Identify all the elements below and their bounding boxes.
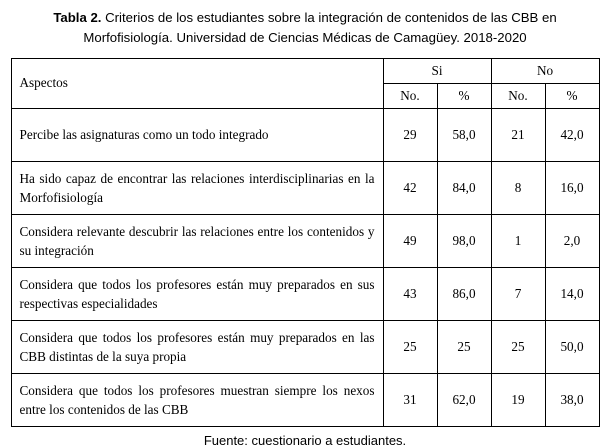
results-table (11, 58, 600, 427)
row-no-percent: 42,0 (545, 108, 599, 161)
table-caption-text: Criterios de los estudiantes sobre la integración de contenidos de las CBB en Morfofisiología. Universidad de Ciencias Médicas de Camagüey. 2018-2020 (83, 10, 557, 46)
header-si-count: No. (383, 83, 437, 108)
row-si-percent: 98,0 (437, 214, 491, 267)
row-aspect: Considera relevante descubrir las relaciones entre los contenidos y su integración (11, 214, 383, 267)
row-no-count: 25 (491, 320, 545, 373)
table-row (11, 320, 599, 373)
table-header-group-row (11, 58, 599, 83)
table-row (11, 161, 599, 214)
row-si-percent: 84,0 (437, 161, 491, 214)
header-no-percent: % (545, 83, 599, 108)
table-row (11, 108, 599, 161)
row-si-percent: 62,0 (437, 373, 491, 426)
table-row (11, 214, 599, 267)
row-si-count: 43 (383, 267, 437, 320)
header-si-percent: % (437, 83, 491, 108)
row-aspect: Considera que todos los profesores están muy preparados en sus respectivas especialidades (11, 267, 383, 320)
row-si-percent: 25 (437, 320, 491, 373)
row-no-count: 21 (491, 108, 545, 161)
row-no-count: 8 (491, 161, 545, 214)
row-no-count: 1 (491, 214, 545, 267)
header-group-no: No (491, 58, 599, 83)
table-row (11, 373, 599, 426)
row-no-percent: 14,0 (545, 267, 599, 320)
row-si-count: 31 (383, 373, 437, 426)
row-aspect: Percibe las asignaturas como un todo integrado (11, 108, 383, 161)
row-no-percent: 16,0 (545, 161, 599, 214)
row-no-percent: 38,0 (545, 373, 599, 426)
row-si-count: 29 (383, 108, 437, 161)
row-aspect: Considera que todos los profesores están muy preparados en las CBB distintas de la suya propia (11, 320, 383, 373)
table-source: Fuente: cuestionario a estudiantes. (203, 432, 407, 448)
row-si-count: 42 (383, 161, 437, 214)
row-si-percent: 86,0 (437, 267, 491, 320)
header-no-count: No. (491, 83, 545, 108)
row-no-percent: 50,0 (545, 320, 599, 373)
header-group-si: Si (383, 58, 491, 83)
table-caption (16, 8, 594, 49)
row-no-count: 19 (491, 373, 545, 426)
row-no-percent: 2,0 (545, 214, 599, 267)
table-row (11, 267, 599, 320)
row-aspect: Ha sido capaz de encontrar las relaciones interdisciplinarias en la Morfofisiología (11, 161, 383, 214)
row-si-count: 25 (383, 320, 437, 373)
row-no-count: 7 (491, 267, 545, 320)
row-si-count: 49 (383, 214, 437, 267)
row-si-percent: 58,0 (437, 108, 491, 161)
table-caption-label: Tabla 2. (53, 10, 102, 25)
row-aspect: Considera que todos los profesores muestran siempre los nexos entre los contenidos de las CBB (11, 373, 383, 426)
header-aspects: Aspectos (11, 58, 383, 108)
